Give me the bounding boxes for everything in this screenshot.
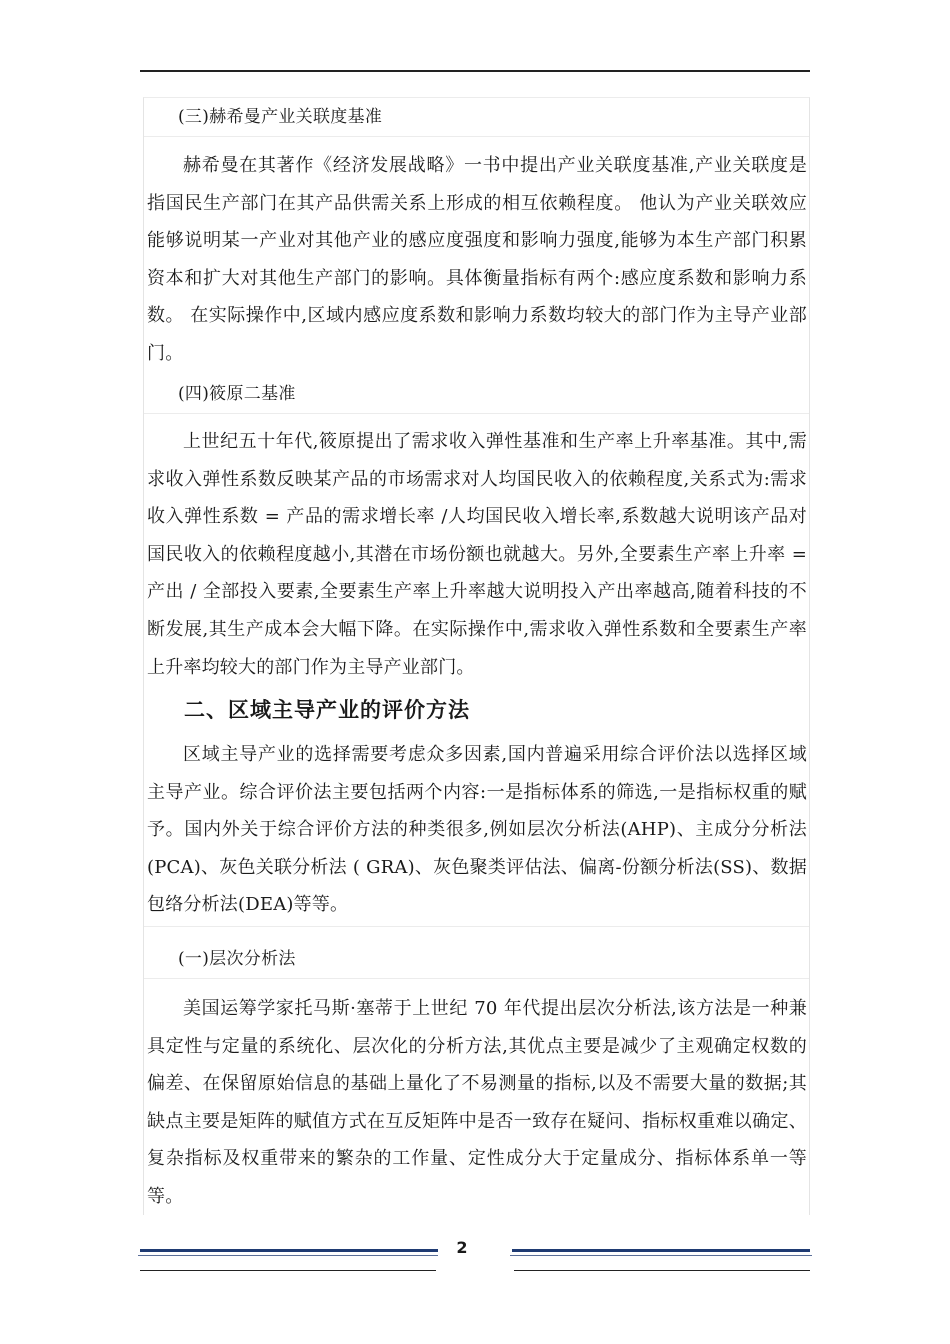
footer-rule-right-thin — [510, 1255, 812, 1256]
divider — [144, 136, 809, 137]
divider — [144, 413, 809, 414]
page-number: 2 — [456, 1238, 468, 1257]
footer-bottom-rule-left — [140, 1270, 436, 1271]
header-rule — [140, 70, 810, 72]
footer-rule-left-thin — [138, 1255, 438, 1256]
section-heading-hirschman: (三)赫希曼产业关联度基准 — [178, 107, 383, 127]
chapter-heading-evaluation-methods: 二、区域主导产业的评价方法 — [184, 698, 470, 722]
section-heading-ahp: (一)层次分析法 — [178, 949, 296, 969]
paragraph-shinohara: 上世纪五十年代,筱原提出了需求收入弹性基准和生产率上升率基准。其中,需求收入弹性系数反映某产品的市场需求对人均国民收入的依赖程度,关系式为:需求收入弹性系数 = 产品的需求增长率 /人均国民收入增长率,系数越大说明该产品对国民收入的依赖程度越小,其潜在市场份额也就越大。另外,全要素生产率上升率 = 产出 / 全部投入要素,全要素生产率上升率越大说明投入产出率越高,随着科技的不断发展,其生产成本会大幅下降。在实际操作中,需求收入弹性系数和全要素生产率上升率均较大的部门作为主导产业部门。 — [147, 431, 807, 678]
divider — [144, 978, 809, 979]
footer-rule-right — [512, 1249, 810, 1252]
paragraph-ahp: 美国运筹学家托马斯·塞蒂于上世纪 70 年代提出层次分析法,该方法是一种兼具定性与定量的系统化、层次化的分析方法,其优点主要是减少了主观确定权数的偏差、在保留原始信息的基础上量化了不易测量的指标,以及不需要大量的数据;其缺点主要是矩阵的赋值方式在互反矩阵中是否一致存在疑问、指标权重难以确定、复杂指标及权重带来的繁杂的工作量、定性成分大于定量成分、指标体系单一等等。 — [147, 998, 807, 1207]
footer-bottom-rule-right — [514, 1270, 810, 1271]
divider — [144, 926, 809, 927]
section-heading-shinohara: (四)筱原二基准 — [178, 384, 296, 404]
document-body — [143, 97, 810, 1215]
footer-rule-left — [140, 1249, 438, 1252]
paragraph-evaluation-methods: 区域主导产业的选择需要考虑众多因素,国内普遍采用综合评价法以选择区域主导产业。综合评价法主要包括两个内容:一是指标体系的筛选,一是指标权重的赋予。国内外关于综合评价方法的种类很多,例如层次分析法(AHP)、主成分分析法(PCA)、灰色关联分析法 ( GRA)、灰色聚类评估法、偏离-份额分析法(SS)、数据包络分析法(DEA)等等。 — [147, 744, 807, 916]
paragraph-hirschman: 赫希曼在其著作《经济发展战略》一书中提出产业关联度基准,产业关联度是指国民生产部门在其产品供需关系上形成的相互依赖程度。 他认为产业关联效应能够说明某一产业对其他产业的感应度强度和影响力强度,能够为本生产部门积累资本和扩大对其他生产部门的影响。具体衡量指标有两个:感应度系数和影响力系数。 在实际操作中,区域内感应度系数和影响力系数均较大的部门作为主导产业部门。 — [147, 155, 807, 364]
